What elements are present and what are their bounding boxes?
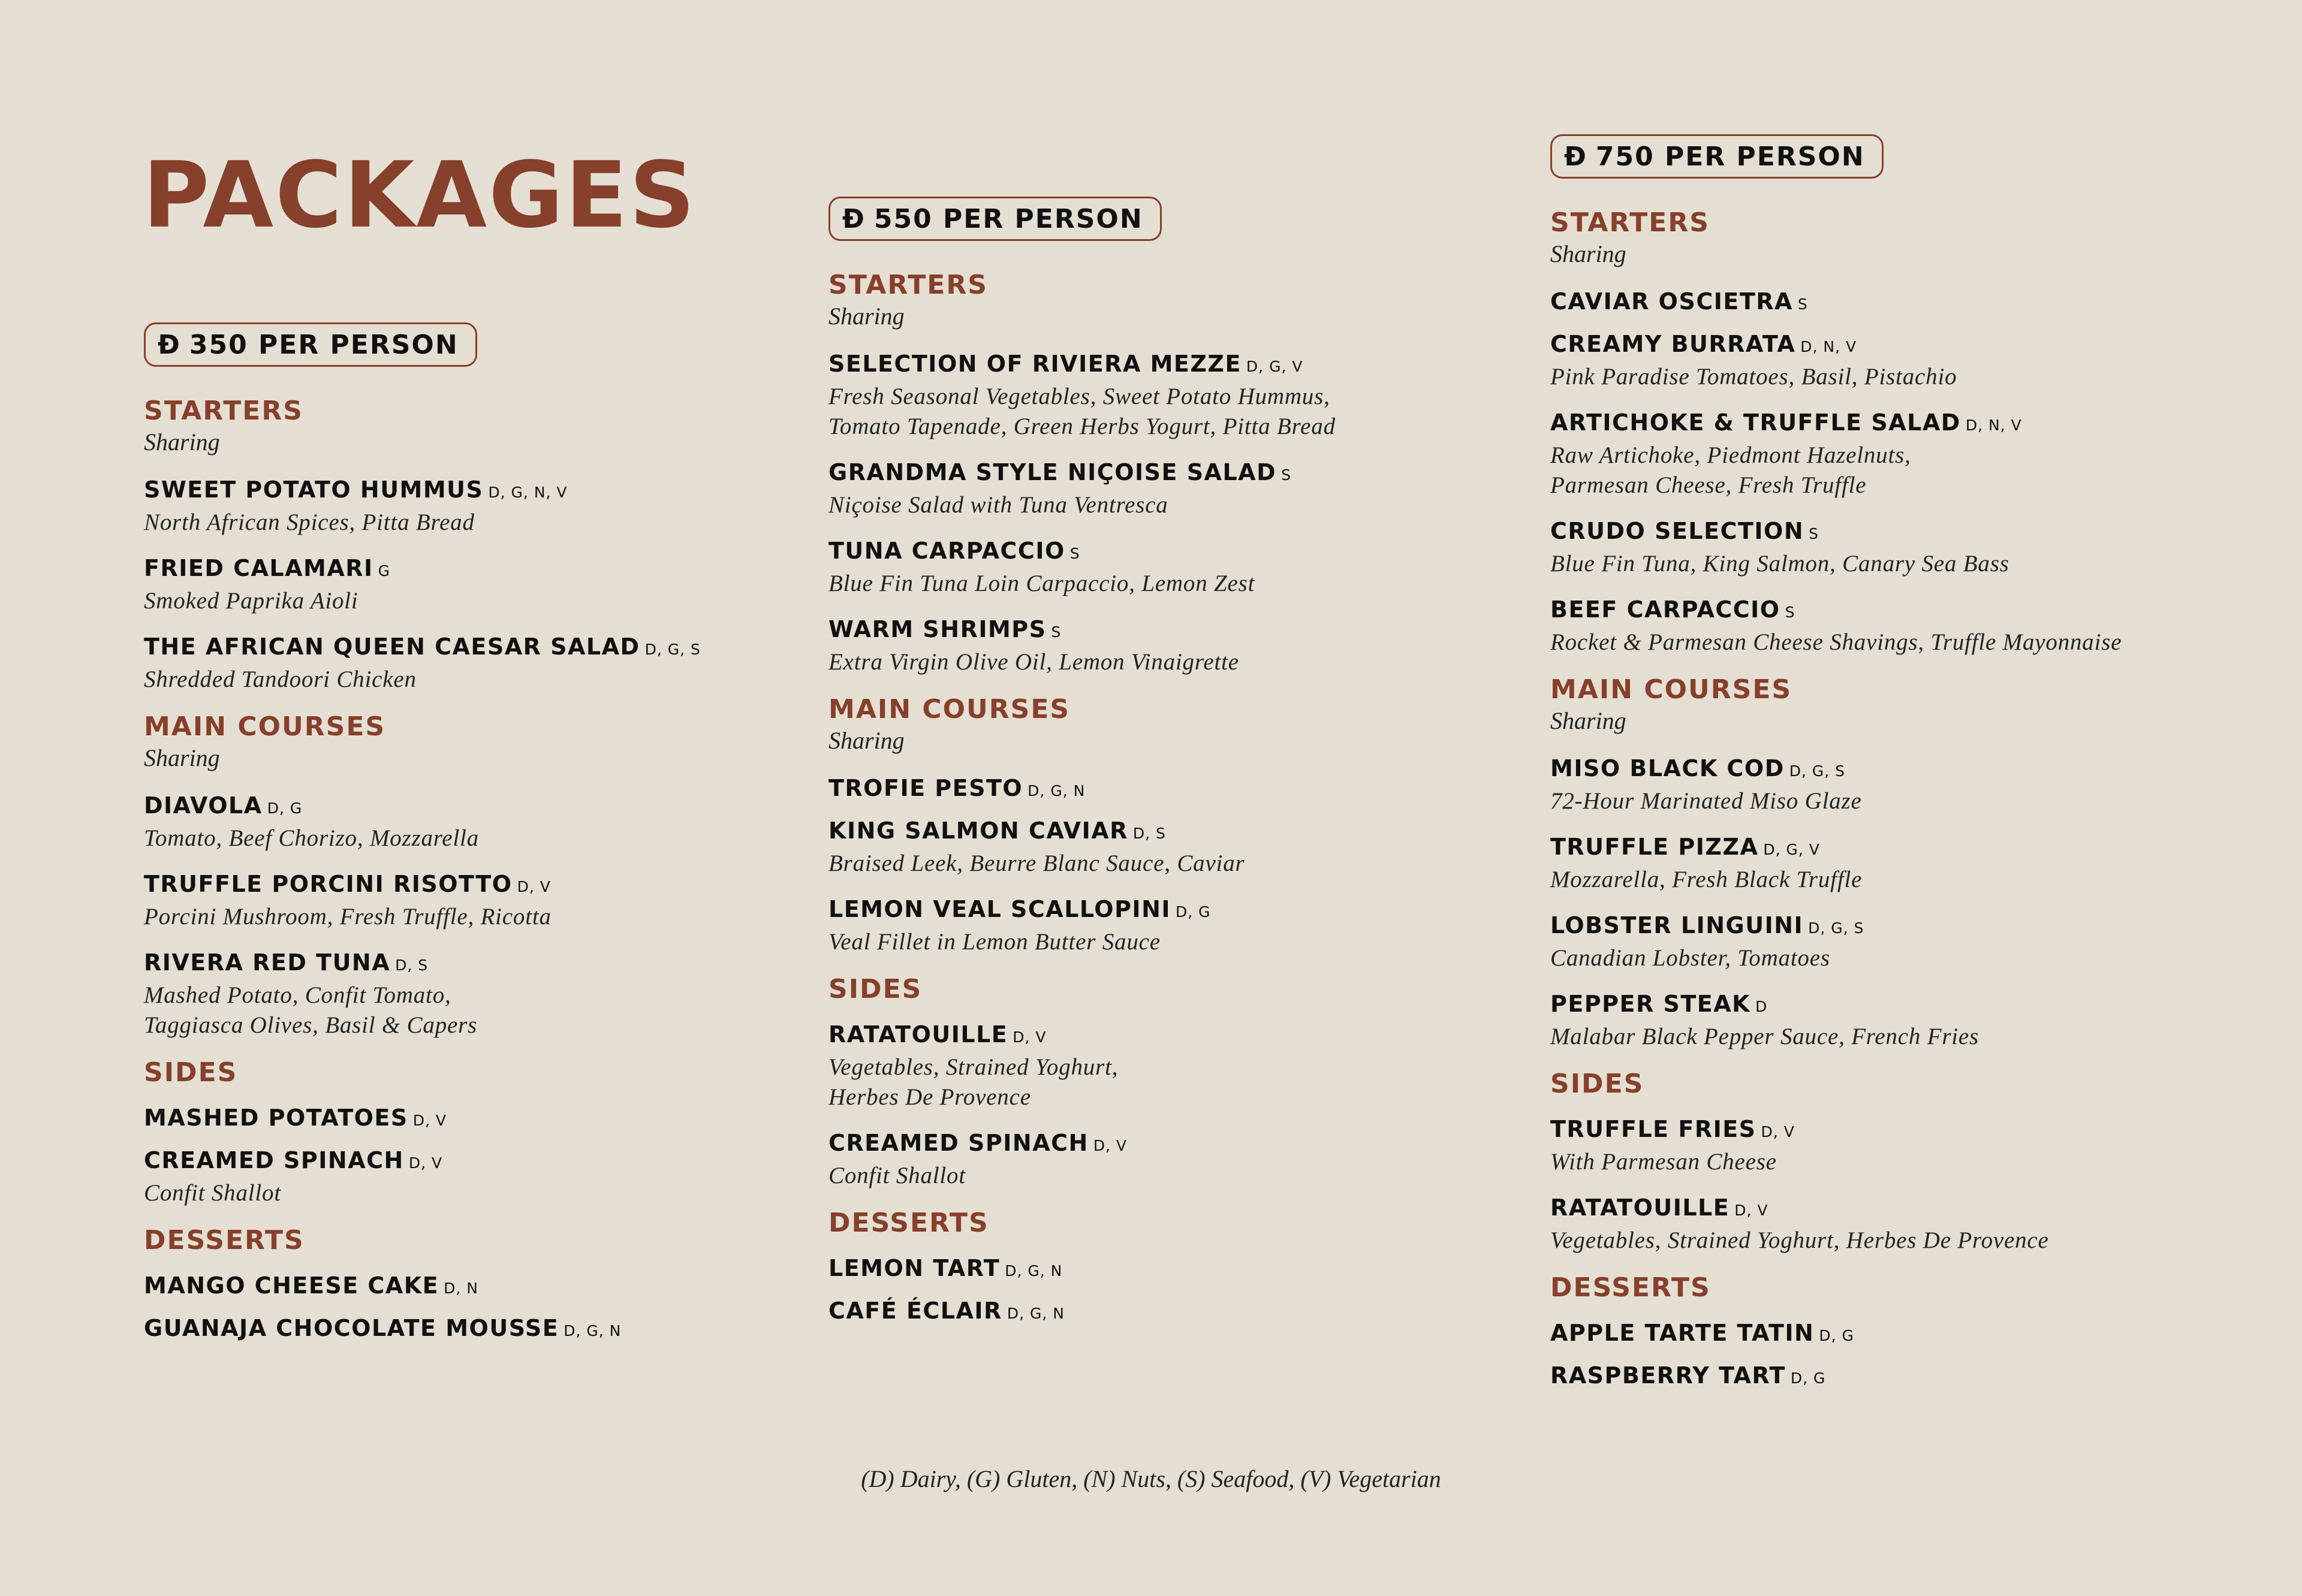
allergen-tags: S	[1281, 466, 1292, 484]
item-name-text: THE AFRICAN QUEEN CAESAR SALAD	[144, 633, 640, 660]
item-description: Tomato, Beef Chorizo, Mozzarella	[144, 825, 479, 851]
item-name-text: TRUFFLE FRIES	[1550, 1116, 1756, 1142]
item-name	[1550, 1318, 2270, 1351]
allergen-tags: D, G, S	[644, 641, 701, 658]
menu-item	[1550, 832, 2270, 895]
dirham-symbol: Ð	[1564, 141, 1587, 172]
price-badge	[1550, 134, 1884, 179]
item-name-text: APPLE TARTE TATIN	[1550, 1320, 1815, 1346]
section-note: Sharing	[828, 727, 905, 754]
item-name	[144, 791, 773, 823]
section-title: SIDES	[1550, 1069, 1644, 1099]
package-750	[1550, 134, 2270, 1407]
menu-item	[828, 349, 1458, 442]
menu-item	[828, 1296, 1458, 1329]
spacer	[828, 241, 1458, 268]
item-name	[144, 948, 773, 980]
allergen-tags: S	[1069, 545, 1080, 562]
allergen-tags: D, G	[267, 799, 303, 817]
allergen-tags: D, S	[1132, 825, 1166, 842]
item-name-text: CRUDO SELECTION	[1550, 518, 1804, 544]
menu-section	[828, 973, 1458, 1191]
allergen-tags: D, G, S	[1789, 762, 1846, 780]
menu-section	[1550, 673, 2270, 1052]
item-name-text: RIVERA RED TUNA	[144, 949, 391, 976]
item-name	[1550, 1360, 2270, 1393]
item-name	[828, 349, 1458, 382]
item-name-text: CREAMED SPINACH	[828, 1130, 1089, 1156]
menu-item	[1550, 1360, 2270, 1393]
allergen-tags: D, G, N	[1007, 1305, 1065, 1322]
package-350	[144, 322, 773, 1359]
item-description: Pink Paradise Tomatoes, Basil, Pistachio	[1550, 364, 1957, 390]
item-description: Extra Virgin Olive Oil, Lemon Vinaigrette	[828, 649, 1239, 675]
menu-section	[1550, 1271, 2270, 1393]
item-name	[828, 1253, 1458, 1286]
menu-items	[1550, 1305, 2270, 1393]
item-name-text: FRIED CALAMARI	[144, 555, 373, 581]
menu-item	[144, 1103, 773, 1136]
menu-item	[1550, 329, 2270, 392]
allergen-tags: D, V	[1734, 1202, 1768, 1219]
price-badge	[828, 197, 1162, 241]
section-title: MAIN COURSES	[1550, 674, 1792, 705]
section-note: Sharing	[1550, 240, 1626, 267]
item-name	[144, 553, 773, 586]
allergen-tags: D, G	[1819, 1327, 1854, 1344]
menu-section	[1550, 1067, 2270, 1256]
menu-item	[1550, 595, 2270, 657]
section-title: SIDES	[144, 1057, 238, 1088]
item-name-text: RATATOUILLE	[828, 1021, 1008, 1048]
allergen-tags: D, V	[1761, 1123, 1795, 1141]
menu-item	[1550, 1193, 2270, 1256]
item-name	[1550, 516, 2270, 549]
item-description: Mashed Potato, Confit Tomato, Taggiasca Olives, Basil & Capers	[144, 982, 478, 1038]
item-name-text: TRUFFLE PIZZA	[1550, 834, 1759, 860]
item-description: Vegetables, Strained Yoghurt, Herbes De Provence	[1550, 1227, 2049, 1253]
allergen-tags: S	[1785, 604, 1795, 621]
menu-item	[1550, 286, 2270, 319]
menu-item	[1550, 408, 2270, 500]
menu-item	[1550, 989, 2270, 1052]
section-title: DESSERTS	[828, 1208, 989, 1238]
item-name	[828, 536, 1458, 569]
menu-items	[1550, 268, 2270, 657]
menu-item	[144, 475, 773, 538]
item-name	[828, 1128, 1458, 1161]
item-description: 72-Hour Marinated Miso Glaze	[1550, 788, 1862, 814]
allergen-tags: D, G	[1790, 1369, 1826, 1387]
menu-section	[144, 1056, 773, 1208]
item-description: Mozzarella, Fresh Black Truffle	[1550, 867, 1863, 892]
allergen-tags: D, V	[1093, 1137, 1128, 1154]
menu-items	[1550, 735, 2270, 1052]
item-name-text: BEEF CARPACCIO	[1550, 596, 1780, 623]
item-name-text: PEPPER STEAK	[1550, 991, 1751, 1017]
section-title: STARTERS	[144, 396, 303, 426]
item-name	[1550, 595, 2270, 627]
menu-section	[828, 268, 1458, 677]
menu-item	[1550, 1318, 2270, 1351]
menu-item	[144, 1145, 773, 1208]
item-name-text: LEMON TART	[828, 1255, 1001, 1281]
package-550	[828, 197, 1458, 1342]
item-name	[1550, 910, 2270, 943]
allergen-tags: D	[1755, 998, 1768, 1015]
menu-items	[144, 1257, 773, 1346]
item-description: Malabar Black Pepper Sauce, French Fries	[1550, 1024, 1979, 1049]
item-description: Niçoise Salad with Tuna Ventresca	[828, 492, 1168, 518]
item-name	[144, 1313, 773, 1346]
allergen-tags: G	[378, 562, 391, 580]
item-description: Veal Fillet in Lemon Butter Sauce	[828, 929, 1161, 955]
item-name	[1550, 1114, 2270, 1147]
item-name	[1550, 286, 2270, 319]
item-name	[1550, 329, 2270, 362]
price-label: 550 PER PERSON	[873, 204, 1143, 234]
section-note: Sharing	[144, 429, 220, 455]
menu-item	[828, 773, 1458, 806]
item-name-text: LEMON VEAL SCALLOPINI	[828, 896, 1171, 922]
menu-item	[144, 1313, 773, 1346]
item-name-text: KING SALMON CAVIAR	[828, 817, 1128, 844]
item-name-text: GRANDMA STYLE NIÇOISE SALAD	[828, 459, 1277, 485]
item-name-text: SWEET POTATO HUMMUS	[144, 476, 484, 503]
item-description: With Parmesan Cheese	[1550, 1149, 1777, 1175]
item-name	[828, 1296, 1458, 1329]
allergen-tags: D, N, V	[1800, 338, 1857, 355]
allergen-tags: D, G, V	[1763, 841, 1820, 858]
allergen-tags: D, V	[412, 1112, 447, 1129]
allergen-legend: (D) Dairy, (G) Gluten, (N) Nuts, (S) Seafood, (V) Vegetarian	[861, 1465, 1441, 1492]
menu-item	[828, 1019, 1458, 1112]
spacer	[1550, 179, 2270, 206]
allergen-tags: S	[1809, 525, 1819, 542]
allergen-tags: D, G, N, V	[488, 484, 568, 501]
item-name	[144, 1103, 773, 1136]
menu-item	[144, 553, 773, 616]
section-title: MAIN COURSES	[144, 711, 386, 742]
item-name	[828, 614, 1458, 647]
allergen-tags: D, V	[408, 1154, 443, 1172]
menu-section	[828, 1206, 1458, 1329]
item-name-text: LOBSTER LINGUINI	[1550, 912, 1804, 939]
item-name-text: MISO BLACK COD	[1550, 755, 1785, 782]
price-badge	[144, 322, 477, 367]
menu-items	[144, 457, 773, 695]
price-label: 350 PER PERSON	[189, 330, 459, 360]
allergen-tags: D, N	[444, 1280, 478, 1297]
menu-section	[144, 1224, 773, 1346]
item-name-text: CAFÉ ÉCLAIR	[828, 1298, 1002, 1324]
item-name-text: RATATOUILLE	[1550, 1194, 1730, 1221]
item-name	[828, 1019, 1458, 1052]
dirham-symbol: Ð	[158, 330, 181, 360]
item-name	[144, 1271, 773, 1304]
item-name-text: ARTICHOKE & TRUFFLE SALAD	[1550, 409, 1961, 436]
item-name-text: TROFIE PESTO	[828, 775, 1023, 801]
spacer	[144, 367, 773, 394]
menu-section	[828, 693, 1458, 957]
item-name-text: DIAVOLA	[144, 792, 263, 819]
menu-items	[1550, 1101, 2270, 1256]
allergen-tags: D, G, S	[1808, 919, 1864, 937]
menu-item	[828, 894, 1458, 957]
section-note: Sharing	[828, 303, 905, 330]
item-name	[828, 816, 1458, 849]
item-description: Blue Fin Tuna, King Salmon, Canary Sea Bass	[1550, 551, 2009, 577]
menu-items	[144, 773, 773, 1040]
allergen-tags: D, G, N	[1005, 1262, 1063, 1280]
menu-items	[828, 331, 1458, 677]
menu-item	[828, 536, 1458, 599]
allergen-tags: D, G	[1176, 903, 1211, 921]
menu-item	[1550, 910, 2270, 973]
allergen-tags: D, S	[395, 957, 429, 974]
item-name	[144, 869, 773, 902]
menu-item	[144, 948, 773, 1040]
section-title: STARTERS	[828, 270, 988, 300]
item-name	[144, 1145, 773, 1178]
item-description: Rocket & Parmesan Cheese Shavings, Truffle Mayonnaise	[1550, 629, 2122, 655]
item-name	[1550, 989, 2270, 1022]
menu-items	[828, 755, 1458, 957]
menu-item	[144, 869, 773, 932]
menu-item	[1550, 753, 2270, 816]
item-description: Canadian Lobster, Tomatoes	[1550, 945, 1830, 971]
item-description: North African Spices, Pitta Bread	[144, 509, 475, 535]
allergen-tags: D, G, N	[1028, 782, 1086, 799]
item-name	[828, 457, 1458, 490]
menu-item	[1550, 1114, 2270, 1177]
item-name	[144, 632, 773, 665]
item-name-text: TUNA CARPACCIO	[828, 538, 1065, 564]
menu-section	[144, 710, 773, 1040]
item-name	[1550, 408, 2270, 441]
item-name-text: RASPBERRY TART	[1550, 1362, 1786, 1389]
allergen-tags: D, N, V	[1965, 417, 2022, 434]
menu-item	[144, 791, 773, 853]
menu-section	[1550, 206, 2270, 657]
item-name-text: MANGO CHEESE CAKE	[144, 1272, 439, 1299]
item-description: Shredded Tandoori Chicken	[144, 666, 417, 692]
item-name	[1550, 832, 2270, 865]
section-title: DESSERTS	[1550, 1272, 1711, 1303]
item-description: Blue Fin Tuna Loin Carpaccio, Lemon Zest	[828, 571, 1255, 596]
price-label: 750 PER PERSON	[1595, 141, 1865, 172]
allergen-tags: D, V	[517, 878, 551, 895]
item-description: Porcini Mushroom, Fresh Truffle, Ricotta	[144, 904, 552, 930]
section-title: MAIN COURSES	[828, 694, 1071, 725]
item-name-text: CREAMY BURRATA	[1550, 331, 1796, 357]
allergen-tags: D, G, N	[564, 1322, 622, 1339]
item-name	[1550, 753, 2270, 786]
section-note: Sharing	[1550, 707, 1626, 734]
item-description: Braised Leek, Beurre Blanc Sauce, Caviar	[828, 850, 1245, 876]
menu-section	[144, 394, 773, 695]
section-title: STARTERS	[1550, 207, 1710, 238]
menu-item	[144, 632, 773, 695]
menu-item	[828, 1128, 1458, 1191]
item-description: Fresh Seasonal Vegetables, Sweet Potato Hummus, Tomato Tapenade, Green Herbs Yogurt, Pitta Bread	[828, 384, 1336, 439]
menu-item	[144, 1271, 773, 1304]
section-note: Sharing	[144, 744, 220, 771]
menu-items	[828, 1006, 1458, 1191]
menu-items	[144, 1090, 773, 1208]
menu-items	[828, 1240, 1458, 1329]
item-name	[144, 475, 773, 508]
item-description: Vegetables, Strained Yoghurt, Herbes De Provence	[828, 1054, 1119, 1110]
item-name-text: TRUFFLE PORCINI RISOTTO	[144, 871, 513, 897]
allergen-tags: D, V	[1013, 1028, 1047, 1046]
item-name	[1550, 1193, 2270, 1226]
menu-item	[828, 1253, 1458, 1286]
item-description: Confit Shallot	[144, 1180, 281, 1206]
item-name-text: SELECTION OF RIVIERA MEZZE	[828, 351, 1242, 377]
item-name	[828, 773, 1458, 806]
item-name-text: MASHED POTATOES	[144, 1105, 408, 1131]
item-name-text: WARM SHRIMPS	[828, 616, 1047, 642]
dirham-symbol: Ð	[842, 204, 866, 234]
allergen-tags: S	[1797, 295, 1808, 313]
menu-item	[1550, 516, 2270, 579]
item-description: Smoked Paprika Aioli	[144, 588, 358, 614]
section-title: SIDES	[828, 974, 923, 1004]
menu-item	[828, 457, 1458, 520]
allergen-tags: D, G, V	[1246, 358, 1303, 375]
item-name-text: CREAMED SPINACH	[144, 1147, 404, 1173]
item-description: Confit Shallot	[828, 1163, 966, 1188]
menu-item	[828, 816, 1458, 879]
item-name-text: GUANAJA CHOCOLATE MOUSSE	[144, 1315, 559, 1341]
item-name	[828, 894, 1458, 927]
item-name-text: CAVIAR OSCIETRA	[1550, 288, 1793, 315]
page-title: PACKAGES	[143, 142, 697, 248]
menu-item	[828, 614, 1458, 677]
section-title: DESSERTS	[144, 1225, 305, 1256]
allergen-tags: S	[1051, 623, 1062, 641]
item-description: Raw Artichoke, Piedmont Hazelnuts, Parmesan Cheese, Fresh Truffle	[1550, 442, 1911, 498]
